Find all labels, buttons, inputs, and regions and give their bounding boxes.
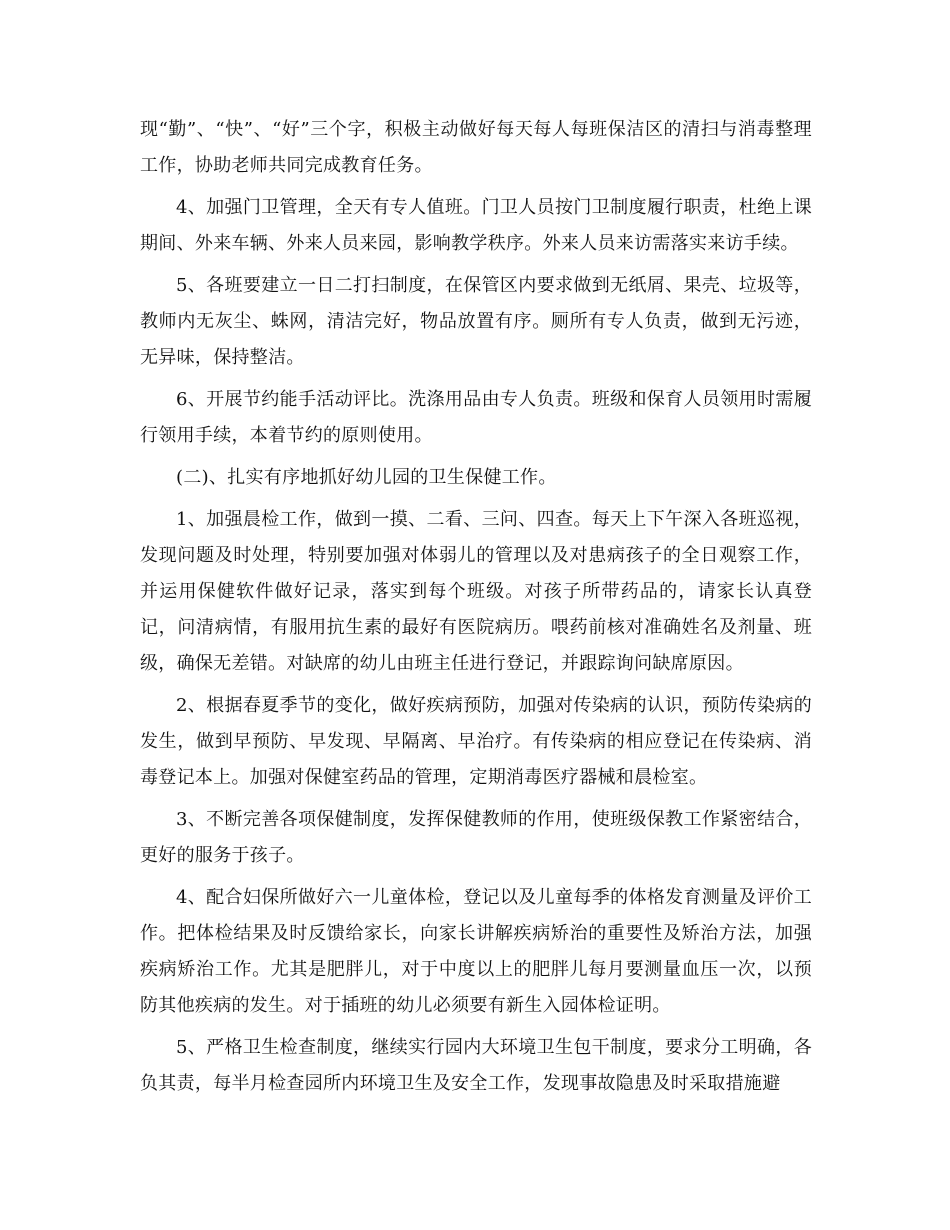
paragraph-continuation: 现“勤”、“快”、“好”三个字，积极主动做好每天每人每班保洁区的清扫与消毒整理工作，协助老师共同完成教育任务。: [140, 119, 812, 176]
section-heading-health-care: (二)、扎实有序地抓好幼儿园的卫生保健工作。: [176, 467, 557, 488]
paragraph-item-5-cleaning-system: 5、各班要建立一日二打扫制度，在保管区内要求做到无纸屑、果壳、垃圾等，教师内无灰尘、蛛网，清洁完好，物品放置有序。厕所有专人负责，做到无污迹，无异味，保持整洁。: [140, 275, 812, 368]
paragraph-item-2-disease-prevention: 2、根据春夏季节的变化，做好疾病预防，加强对传染病的认识，预防传染病的发生，做到早预防、早发现、早隔离、早治疗。有传染病的相应登记在传染病、消毒登记本上。加强对保健室药品的管理，定期消毒医疗器械和晨检室。: [140, 695, 812, 788]
paragraph-item-4-physical-exam: 4、配合妇保所做好六一儿童体检，登记以及儿童每季的体格发育测量及评价工作。把体检结果及时反馈给家长，向家长讲解疾病矫治的重要性及矫治方法，加强疾病矫治工作。尤其是肥胖儿，对于中度以上的肥胖儿每月要测量血压一次，以预防其他疾病的发生。对于插班的幼儿必须要有新生入园体检证明。: [140, 887, 812, 1016]
paragraph-item-5-hygiene-inspection: 5、严格卫生检查制度，继续实行园内大环境卫生包干制度，要求分工明确，各负其责，每半月检查园所内环境卫生及安全工作，发现事故隐患及时采取措施避: [140, 1037, 812, 1094]
document-body: [140, 112, 812, 1108]
paragraph-item-3-health-system: 3、不断完善各项保健制度，发挥保健教师的作用，使班级保教工作紧密结合，更好的服务于孩子。: [140, 809, 812, 866]
paragraph-item-6-saving-contest: 6、开展节约能手活动评比。洗涤用品由专人负责。班级和保育人员领用时需履行领用手续，本着节约的原则使用。: [140, 389, 812, 446]
paragraph-item-1-morning-check: 1、加强晨检工作，做到一摸、二看、三问、四查。每天上下午深入各班巡视，发现问题及时处理，特别要加强对体弱儿的管理以及对患病孩子的全日观察工作，并运用保健软件做好记录，落实到每个班级。对孩子所带药品的，请家长认真登记，问清病情，有服用抗生素的最好有医院病历。喂药前核对准确姓名及剂量、班级，确保无差错。对缺席的幼儿由班主任进行登记，并跟踪询问缺席原因。: [140, 509, 812, 674]
paragraph-item-4-gate-management: 4、加强门卫管理，全天有专人值班。门卫人员按门卫制度履行职责，杜绝上课期间、外来车辆、外来人员来园，影响教学秩序。外来人员来访需落实来访手续。: [140, 197, 812, 254]
